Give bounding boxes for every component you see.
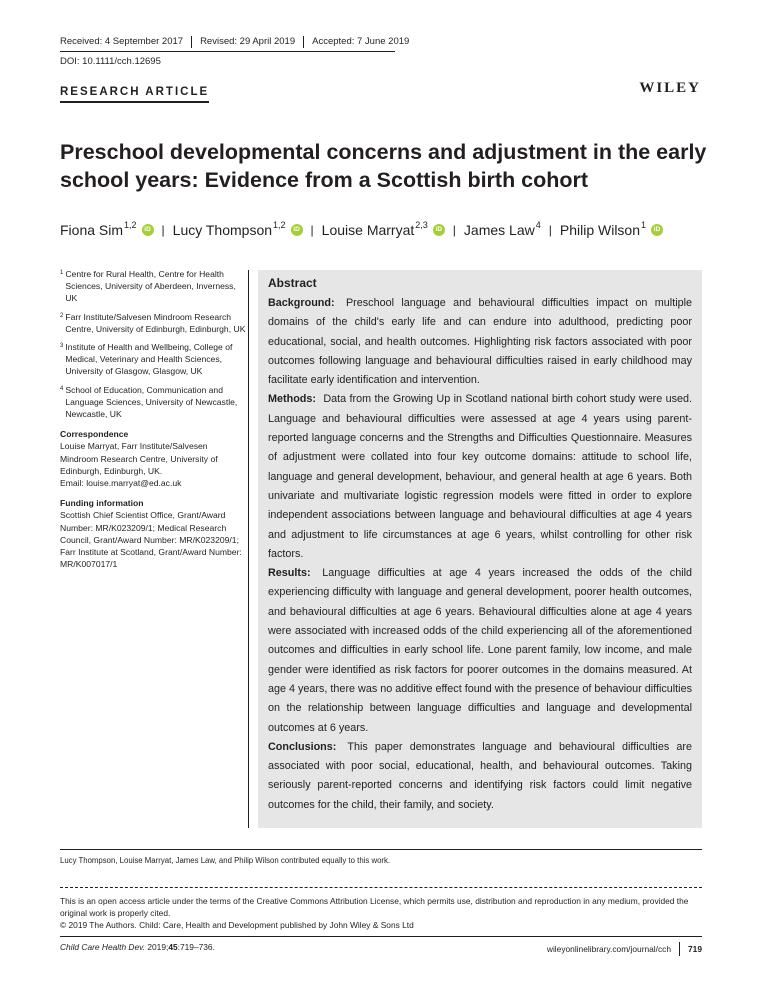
citation-year: 2019; — [147, 942, 169, 952]
author-philip-wilson[interactable] — [560, 222, 663, 238]
affiliation-text: Farr Institute/Salvesen Mindroom Research Centre, University of Edinburgh, Edinburgh, UK — [65, 311, 246, 334]
background-text: Preschool language and behavioural difficulties impact on multiple domains of the child's early life and can endure into adulthood, predicting poor educational, social, and health outcomes. Highlighting risk factors associated with poor outcomes following language and behavioural difficulties raised in early childhood may facilitate early identification and intervention. — [268, 297, 693, 387]
footer-right — [547, 942, 702, 956]
received-date: Received: 4 September 2017 — [60, 36, 192, 48]
sidebar-info — [60, 268, 248, 570]
journal-name: Child Care Health Dev. — [60, 942, 146, 952]
dotted-divider — [60, 887, 702, 888]
results-text: Language difficulties at age 4 years increased the odds of the child experiencing difficulty with language and general development, poorer health outcomes, and behavioural difficulties at age 6 years. Behavioural difficulties alone at age 4 years were associated with increased odds of the child experiencing all of the aforementioned outcomes and difficulties in early school life. Lone parent family, low income, and male gender were identified as risk factors for poorer outcomes in the domains measured. At age 4 years, there was no additive effect found with the presence of behaviour difficulties on the relationship between language difficulties and language and developmental outcomes at 6 years. — [268, 567, 693, 734]
citation-pages: :719–736. — [177, 942, 215, 952]
dates-divider — [60, 51, 395, 52]
affiliation — [60, 384, 248, 421]
author-affiliation-ref: 1,2 — [124, 220, 137, 230]
author-james-law[interactable] — [464, 222, 541, 238]
license-block — [60, 895, 702, 931]
contribution-note: Lucy Thompson, Louise Marryat, James Law, and Philip Wilson contributed equally to this work. — [60, 856, 391, 865]
author-lucy-thompson[interactable] — [173, 222, 303, 238]
author-separator: | — [161, 223, 165, 237]
funding-heading: Funding information — [60, 498, 144, 509]
author-affiliation-ref: 1,2 — [273, 220, 286, 230]
article-title: Preschool developmental concerns and adjustment in the early school years: Evidence from a Scottish birth cohort — [60, 140, 707, 192]
footer-separator — [679, 942, 680, 956]
abstract-background — [268, 294, 692, 390]
affiliation-number: 4 — [60, 385, 64, 392]
affiliation-text: Centre for Rural Health, Centre for Health Sciences, University of Aberdeen, Inverness, UK — [65, 269, 236, 304]
author-affiliation-ref: 1 — [641, 220, 647, 230]
funding-text: Scottish Chief Scientist Office, Grant/Award Number: MR/K023209/1; Medical Research Council, Grant/Award Number: MR/K023209/1; Farr Institute at Scotland, Grant/Award Number: MR/K007017/1 — [60, 510, 242, 570]
affiliation-text: School of Education, Communication and Language Sciences, University of Newcastle, Newcastle, UK — [65, 384, 238, 420]
article-dates — [60, 36, 417, 48]
affiliation-text: Institute of Health and Wellbeing, College of Medical, Veterinary and Health Sciences, University of Glasgow, Glasgow, UK — [65, 342, 233, 377]
citation-volume: 45 — [168, 942, 178, 952]
affiliation — [60, 341, 248, 378]
article-type-label: RESEARCH ARTICLE — [60, 86, 209, 103]
author-name: James Law — [463, 222, 535, 238]
conclusions-text: This paper demonstrates language and behavioural difficulties are associated with poor social, educational, health, and behavioural outcomes. Taking seriously parent-reported concerns and identifying risk factors could limit negative outcomes for the child, their family, and society. — [268, 740, 692, 811]
author-name: Louise Marryat — [321, 222, 415, 238]
footnote-divider — [60, 849, 702, 850]
orcid-icon[interactable]: iD — [433, 224, 445, 236]
doi[interactable]: DOI: 10.1111/cch.12695 — [60, 56, 161, 67]
abstract-heading: Abstract — [268, 276, 317, 290]
author-separator: | — [310, 223, 314, 237]
copyright-text: © 2019 The Authors. Child: Care, Health and Development published by John Wiley & Sons Ltd — [60, 920, 414, 930]
author-name: Fiona Sim — [60, 222, 124, 238]
correspondence-email[interactable]: Email: louise.marryat@ed.ac.uk — [60, 478, 182, 489]
conclusions-label: Conclusions: — [268, 740, 337, 753]
affiliation — [60, 311, 248, 335]
correspondence-heading: Correspondence — [60, 429, 129, 440]
journal-url[interactable]: wileyonlinelibrary.com/journal/cch — [546, 944, 672, 954]
methods-label: Methods: — [268, 393, 316, 406]
results-label: Results: — [268, 567, 311, 580]
author-separator: | — [548, 223, 552, 237]
background-label: Background: — [268, 297, 335, 309]
author-fiona-sim[interactable] — [60, 222, 154, 238]
affiliation-number: 2 — [60, 312, 64, 319]
author-louise-marryat[interactable] — [322, 222, 445, 238]
author-name: Philip Wilson — [559, 222, 640, 238]
license-text: This is an open access article under the terms of the Creative Commons Attribution License, which permits use, distribution and reproduction in any medium, provided the original work is properly cited. — [60, 896, 689, 918]
author-name: Lucy Thompson — [172, 222, 273, 238]
publisher-logo: WILEY — [639, 80, 701, 96]
author-list — [60, 222, 663, 238]
footer-divider — [60, 936, 702, 937]
orcid-icon[interactable]: iD — [651, 224, 663, 236]
abstract-results — [268, 564, 692, 738]
page-number: 719 — [688, 944, 702, 954]
author-affiliation-ref: 2,3 — [415, 220, 428, 230]
revised-date: Revised: 29 April 2019 — [192, 36, 304, 48]
orcid-icon[interactable]: iD — [142, 224, 154, 236]
orcid-icon[interactable]: iD — [291, 224, 303, 236]
affiliation-number: 1 — [60, 270, 64, 276]
abstract-conclusions — [268, 738, 692, 815]
abstract-box — [258, 270, 702, 828]
column-divider — [248, 270, 249, 828]
correspondence-text: Louise Marryat, Farr Institute/Salvesen Mindroom Research Centre, University of Edinburgh, Edinburgh, UK. — [60, 441, 218, 476]
author-affiliation-ref: 4 — [535, 220, 541, 230]
accepted-date: Accepted: 7 June 2019 — [312, 36, 410, 47]
affiliation-number: 3 — [60, 343, 64, 350]
affiliation — [60, 268, 248, 305]
abstract-methods — [268, 390, 692, 564]
author-separator: | — [452, 223, 456, 237]
citation — [60, 942, 215, 952]
methods-text: Data from the Growing Up in Scotland national birth cohort study were used. Language and behavioural difficulties were assessed at age 4 years using parent-reported language concerns and the Strengths and Difficulties Questionnaire. Measures of adjustment were collated into four key outcome domains: attitude to school life, language and general development, behaviour, and general health at age 6 years. Both univariate and multivariate logistic regression models were fitted in order to explore independent associations between language and behavioural difficulties at age 4 years and adjustment to life circumstances at age 6 years, whilst controlling for other risk factors. — [268, 393, 692, 560]
